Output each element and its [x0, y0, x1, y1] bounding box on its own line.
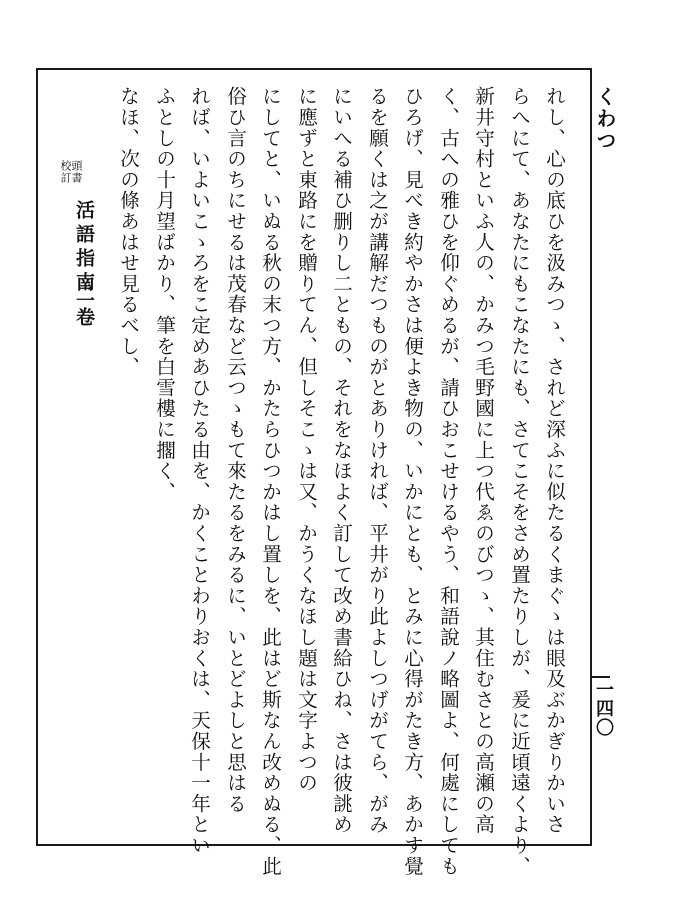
running-title: くわつ [593, 86, 617, 152]
text-line: るを願くは之が講解だつものがとありければ、平井がり此よしつげがてら、がみ [365, 86, 389, 835]
text-line: らへにて、あなたにもこなたにも、さてこそをさめ置たりしが、爰に近頃遠くより、 [507, 86, 531, 877]
page-number: 一四〇 [593, 680, 614, 737]
page-number-rule [590, 676, 610, 678]
volume-label: 二卷 [73, 284, 95, 330]
text-line: れば、いよいこゝろをこ定めあひたる由を、かくことわりおくは、天保十一年とい [187, 86, 211, 856]
text-line: 俗ひ言のちにせるは茂春など云つゝもて來たるをみるに、いとどよしと思はる [223, 86, 247, 814]
text-line: なほ、次の條あはせ見るべし、 [116, 86, 140, 378]
text-line: れし、心の底ひを汲みつゝ、されど深ふに似たるくまぐゝは眼及ぶかぎりかいさ [542, 86, 566, 835]
subtitle-line: 頭書 [70, 160, 83, 184]
subtitle-line: 校訂 [59, 160, 72, 184]
text-line: ふとしの十月望ばかり、筆を白雪樓に擱く、 [152, 86, 176, 502]
text-line: ひろげ、見べき約やかさは便よき物の、いかにとも、とみに心得がたき方、あかす覺 [400, 86, 424, 877]
text-line: にしてと、いぬる秋の末つ方、かたらひつかはし置しを、此はど斯なん改めぬる、此 [258, 86, 282, 877]
text-line: く、古への雅ひを仰ぐめるが、請ひおこせけるやう、和語說ノ略圖よ、何處にしても [436, 86, 460, 877]
text-line: にいへる補ひ删りし二ともの、それをなほよく訂して改め書給ひね、さは彼誂め [329, 86, 353, 835]
book-subtitle [60, 160, 82, 184]
book-title: 活語指南 [73, 200, 95, 296]
text-line: に應ずと東路にを贈りてん、但しそこゝは又、かうくなほし題は文字よつの [294, 86, 318, 794]
text-line: 新井守村といふ人の、かみつ毛野國に上つ代ゑのびつゝ、其住むさとの高瀬の高 [471, 86, 495, 835]
